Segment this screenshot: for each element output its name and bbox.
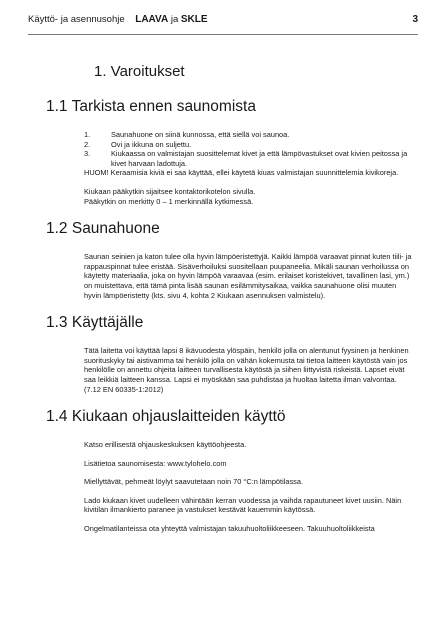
controls-paragraph-3: Miellyttävät, pehmeät löylyt saavutetaan noin 70 °C:n lämpötilassa.	[84, 477, 304, 487]
list-item-number: 2.	[84, 139, 91, 149]
list-item	[84, 140, 414, 150]
section-title-1-1: 1.1 Tarkista ennen saunomista	[46, 98, 256, 115]
sauna-room-paragraph: Saunan seinien ja katon tulee olla hyvin lämpöeristettyjä. Kaikki lämpöä varaavat pinnat kuten tiili- ja rappauspinnat tulee eristää. Sisäverhoiluksi suositellaan puupaneelia. Mikäli saunan verhoilussa on käytetty materiaalia, joka on hyvin lämpöä varaavaa (esim. erilaiset koristekivet, tavallinen lasi, ym.) on muistettava, että tämä pinta lisää saunan esilämmitysaikaa, vaikka saunahuone olisi muuten hyvin lämpöeristetty (kts. sivu 4, kohta 2 Kiukaan asennuksen valmistelu).	[84, 252, 412, 300]
brand-alt: SKLE	[180, 14, 208, 25]
main-switch-marking: Pääkytkin on merkitty 0 – 1 merkinnällä kytkimessä.	[84, 196, 254, 206]
checklist	[84, 130, 414, 168]
header-title	[28, 14, 208, 25]
page-header	[28, 14, 418, 30]
section-title-1-3: 1.3 Käyttäjälle	[46, 314, 144, 332]
page-content	[28, 48, 418, 534]
controls-paragraph-4: Lado kiukaan kivet uudelleen vähintään kerran vuodessa ja vaihda rapautuneet kivet uusiin. Näin kivitilan ilmankierto paranee ja vastukset kestävät kauemmin käytössä.	[84, 495, 402, 515]
list-item-text: Kiukaassa on valmistajan suosittelemat kivet ja että lämpövastukset ovat kivien peitossa ja kivet harvaan ladottuja.	[111, 149, 408, 168]
list-item-text: Saunahuone on siinä kunnossa, että siellä voi saunoa.	[111, 130, 290, 139]
chapter-title: 1. Varoitukset	[94, 63, 185, 80]
list-item-number: 3.	[84, 149, 91, 159]
section-title-1-2: 1.2 Saunahuone	[46, 220, 160, 238]
list-item-text: Ovi ja ikkuna on suljettu.	[111, 139, 192, 149]
warning-note: HUOM! Keraamisia kiviä ei saa käyttää, ellei käytetä kiuas valmistajan suunnittelemia kivikoreja.	[84, 168, 399, 178]
controls-paragraph-1: Katso erillisestä ohjauskeskuksen käyttöohjeesta.	[84, 440, 247, 450]
list-item	[84, 149, 414, 168]
brand-conjunction: ja	[168, 14, 181, 25]
controls-paragraph-2: Lisätietoa saunomisesta: www.tylohelo.com	[84, 458, 227, 468]
manual-label: Käyttö- ja asennusohje	[28, 14, 125, 25]
section-title-1-4: 1.4 Kiukaan ohjauslaitteiden käyttö	[46, 408, 286, 426]
page-number: 3	[412, 14, 418, 25]
controls-paragraph-5: Ongelmatilanteissa ota yhteyttä valmistajan takuuhuoltoliikkeeseen. Takuuhuoltoliikkeista	[84, 524, 375, 534]
user-paragraph: Tätä laitetta voi käyttää lapsi 8 ikävuodesta ylöspäin, henkilö jolla on alentunut fyysinen ja henkinen suorituskyky tai aistivamma tai henkilö jolla on vähän kokemusta tai tietoa laitteen käytöstä vain jos henkilölle on annettu ohjeita laitteen turvallisesta käytöstä ja siihen liittyvistä riskeistä. Lapset eivät saa leikkiä laitteen kanssa. Lapsi ei myöskään saa puhdistaa ja huoltaa laitetta ilman valvontaa. (7.12 EN 60335-1:2012)	[84, 346, 409, 394]
header-divider	[28, 34, 418, 35]
list-item	[84, 130, 414, 140]
list-item-number: 1.	[84, 130, 91, 139]
main-switch-location: Kiukaan pääkytkin sijaitsee kontaktorikotelon sivulla.	[84, 186, 256, 196]
brand-main: LAAVA	[135, 14, 169, 25]
